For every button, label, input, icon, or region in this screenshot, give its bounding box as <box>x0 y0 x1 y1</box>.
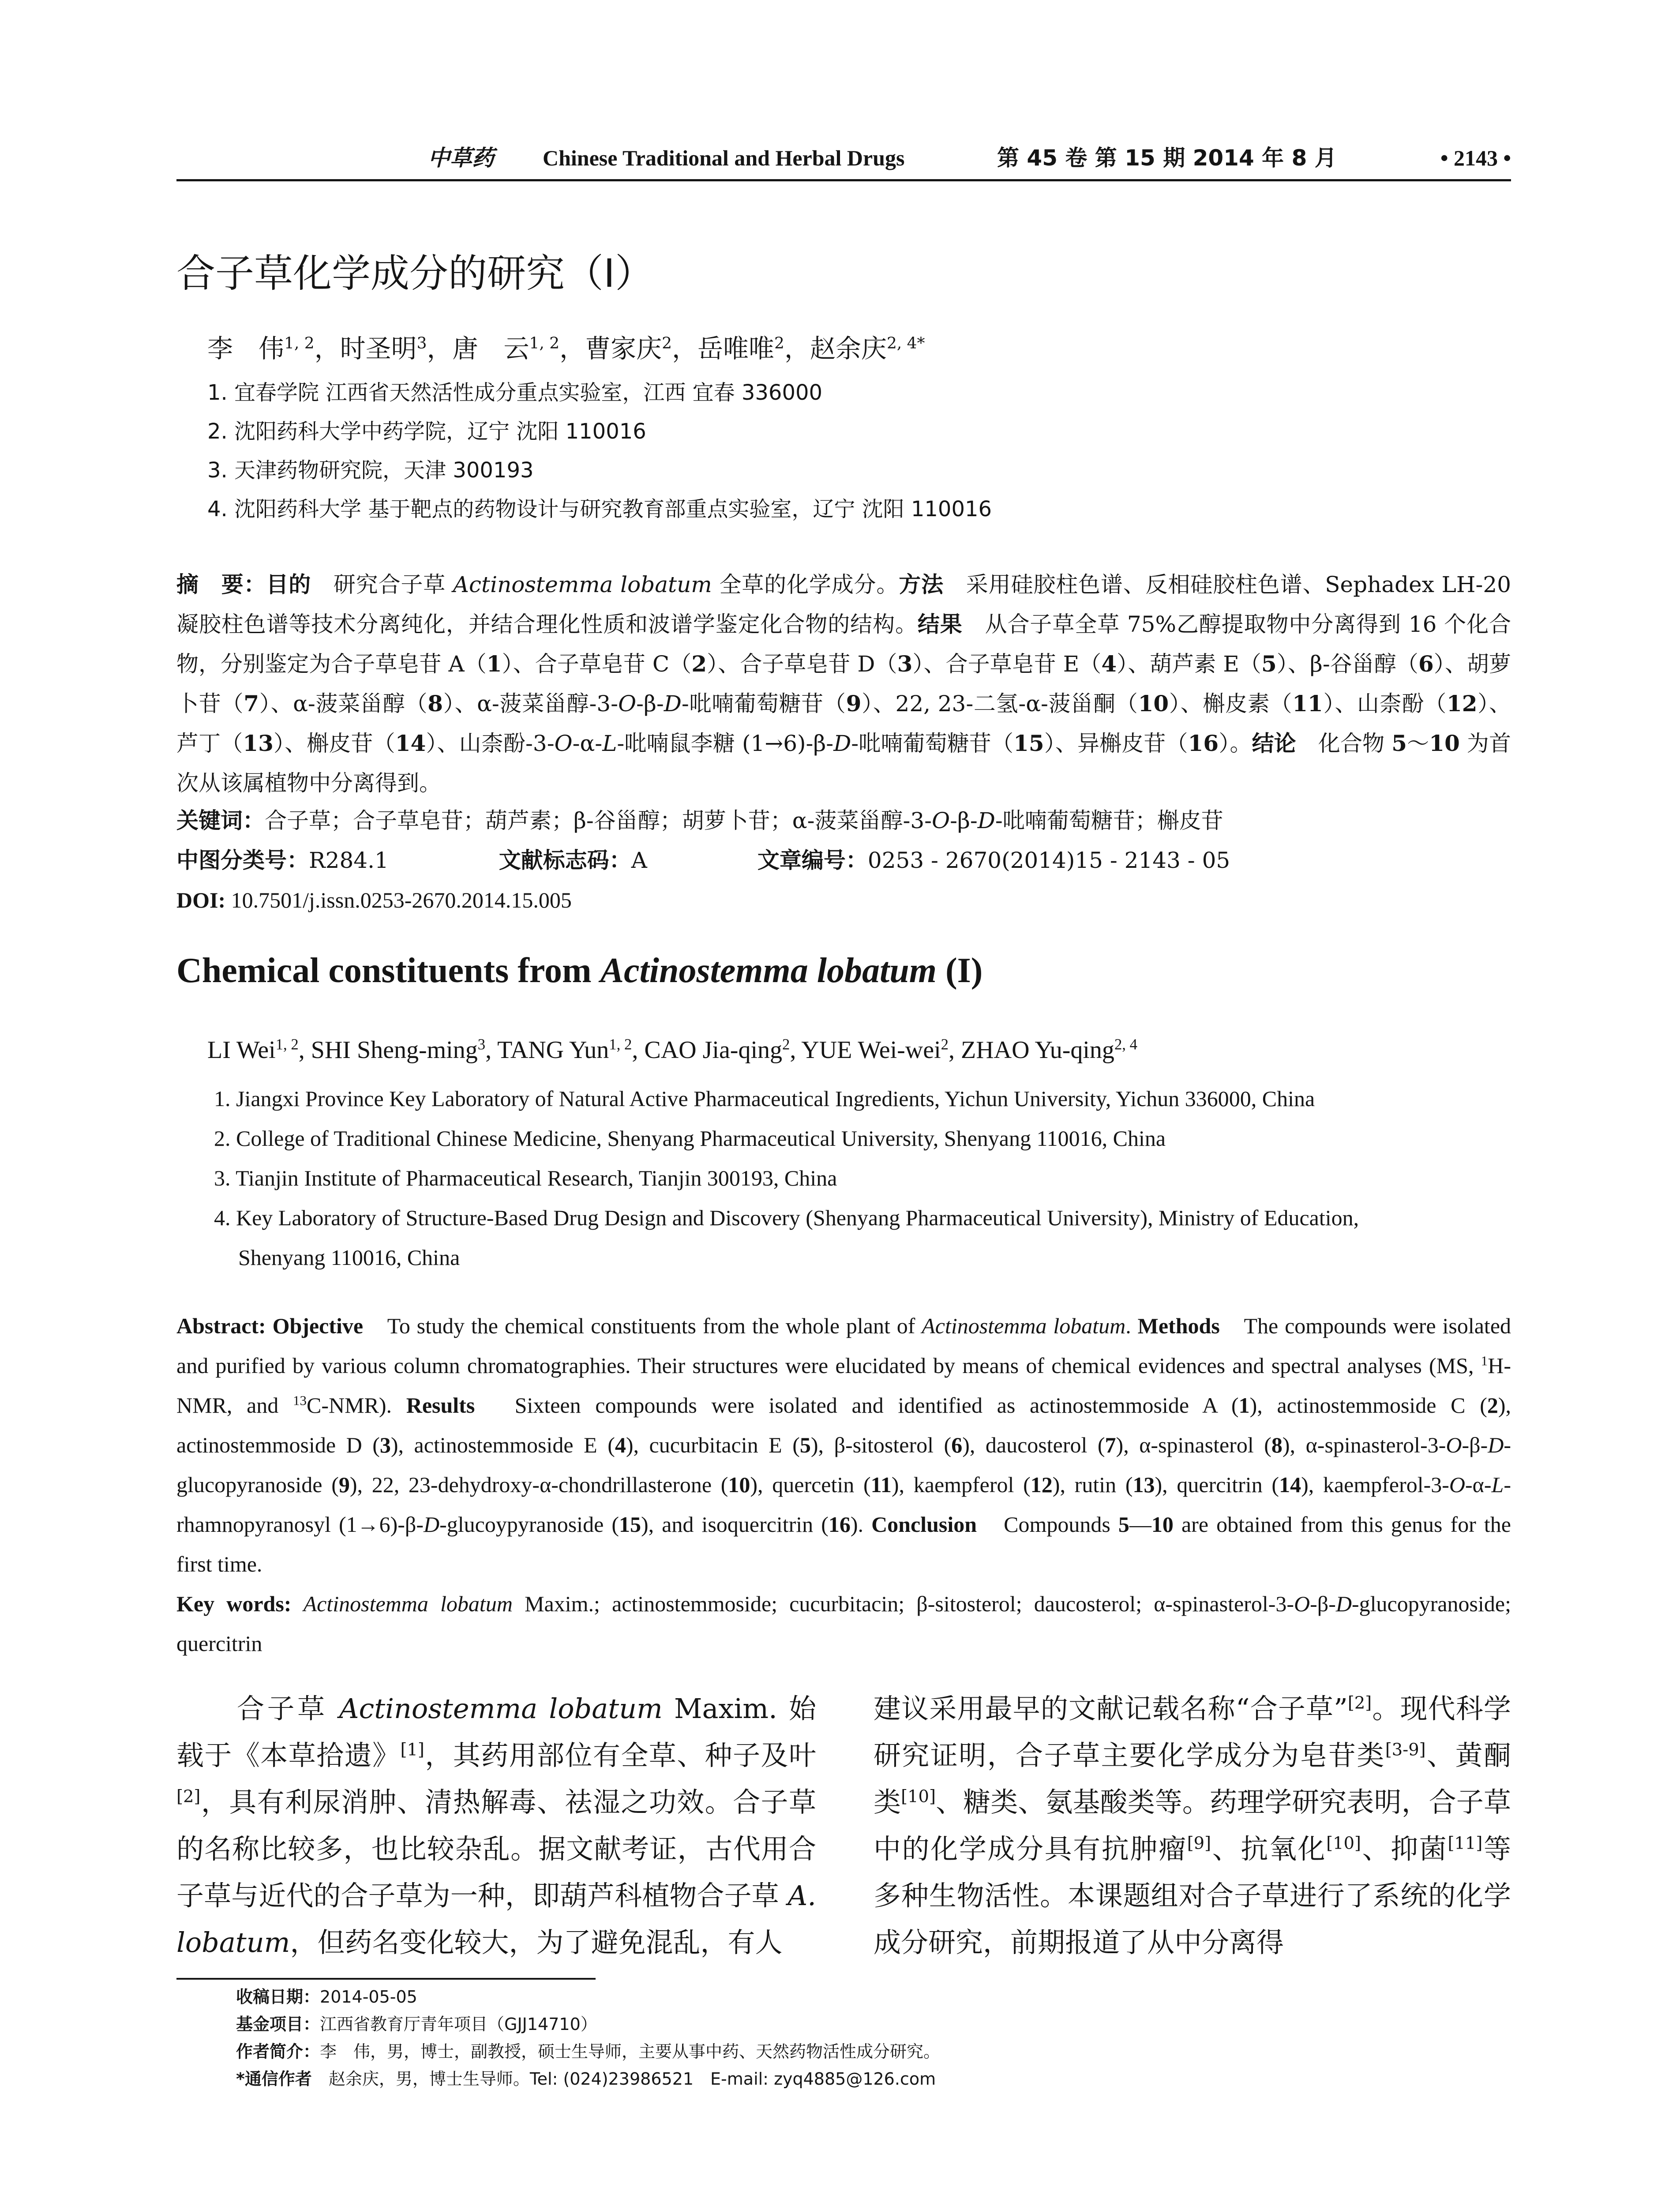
paper-title-en: Chemical constituents from Actinostemma lobatum (I) <box>176 951 983 990</box>
paper-title-cn: 合子草化学成分的研究（I） <box>176 251 654 296</box>
issue-info: 第 45 卷 第 15 期 2014 年 8 月 <box>997 145 1337 171</box>
footnote-rule <box>176 1978 596 1980</box>
footnote-funding: 基金项目：江西省教育厅青年项目（GJJ14710） <box>236 2015 597 2034</box>
journal-name-en: Chinese Traditional and Herbal Drugs <box>543 146 905 170</box>
running-header <box>176 140 1511 176</box>
keywords-cn: 关键词：合子草；合子草皂苷；葫芦素；β-谷甾醇；胡萝卜苷；α-菠菜甾醇-3-O-β-D-吡喃葡萄糖苷；槲皮苷 <box>176 808 1223 833</box>
header-rule <box>176 179 1511 181</box>
author-list-en: LI Wei$^{1, 2}$, SHI Sheng-ming$^3$, TANG Yun$^{1, 2}$, CAO Jia-qing$^2$, YUE Wei-wei$^2$, ZHAO Yu-qing$^{2, 4}$ <box>207 1035 1138 1064</box>
affiliation-en-4: 4. Key Laboratory of Structure-Based Drug Design and Discovery (Shenyang Pharmaceutical University), Ministry of Education, <box>214 1205 1359 1230</box>
author-list-cn: 李 伟$^{1, 2}$，时圣明$^3$，唐 云$^{1, 2}$，曹家庆$^2$，岳唯唯$^2$，赵余庆$^{2, 4*}$ <box>207 334 925 364</box>
page-number: • 2143 • <box>1440 146 1511 170</box>
affiliation-en-4-cont: Shenyang 110016, China <box>238 1245 460 1270</box>
affiliation-en-2: 2. College of Traditional Chinese Medicine, Shenyang Pharmaceutical University, Shenyang 110016, China <box>214 1126 1166 1151</box>
footnote-author-bio: 作者简介：李 伟，男，博士，副教授，硕士生导师，主要从事中药、天然药物活性成分研究。 <box>236 2042 941 2061</box>
journal-name-cn: 中草药 <box>428 145 494 171</box>
affiliation-cn-3: 3. 天津药物研究院，天津 300193 <box>207 458 534 483</box>
affiliation-cn-4: 4. 沈阳药科大学 基于靶点的药物设计与研究教育部重点实验室，辽宁 沈阳 110016 <box>207 497 992 521</box>
affiliation-en-1: 1. Jiangxi Province Key Laboratory of Natural Active Pharmaceutical Ingredients, Yichun University, Yichun 336000, China <box>214 1086 1315 1111</box>
footnote-received: 收稿日期：2014-05-05 <box>236 1987 417 2007</box>
affiliation-cn-1: 1. 宜春学院 江西省天然活性成分重点实验室，江西 宜春 336000 <box>207 380 823 405</box>
doi-line: DOI: 10.7501/j.issn.0253-2670.2014.15.005 <box>176 888 572 912</box>
footnote-corresponding: *通信作者 赵余庆，男，博士生导师。Tel: (024)23986521 E-mail: zyq4885@126.com <box>236 2069 936 2089</box>
affiliation-cn-2: 2. 沈阳药科大学中药学院，辽宁 沈阳 110016 <box>207 419 646 444</box>
body-column-right: 建议采用最早的文献记载名称“合子草”[2]。现代科学研究证明，合子草主要化学成分为皂苷类[3-9]、黄酮类[10]、糖类、氨基酸类等。药理学研究表明，合子草中的化学成分具有抗肿瘤[9]、抗氧化[10]、抑菌[11]等多种生物活性。本课题组对合子草进行了系统的化学成分研究，前期报道了从中分离得 <box>874 1692 1511 1958</box>
abstract-en: Abstract: Objective To study the chemical constituents from the whole plant of Actinostemma lobatum. Methods The compounds were isolated and purified by various column chromatographies. Their structures were elucidated by means of chemical evidences and spectral analyses (MS, $^1$H-NMR, and $^{13}$C-NMR). Results Sixteen compounds were isolated and identified as actinostemmoside A (1), actinostemmoside C (2), actinostemmoside D (3), actinostemmoside E (4), cucurbitacin E (5), β-sitosterol (6), daucosterol (7), α-spinasterol (8), α-spinasterol-3-O-β-D-glucopyranoside (9), 22, 23-dehydroxy-α-chondrillasterone (10), quercetin (11), kaempferol (12), rutin (13), quercitrin (14), kaempferol-3-O-α-L-rhamnopyranosyl (1→6)-β-D-glucoypyranoside (15), and isoquercitrin (16). Conclusion Compounds 5—10 are obtained from this genus for the first time. Key words: Actinostemma lobatum Maxim.; actinostemmoside; cucurbitacin; β-sitosterol; daucosterol; α-spinasterol-3-O-β-D-glucopyranoside; quercitrin <box>176 1313 1511 1656</box>
classification-line: 中图分类号：R284.1 文献标志码：A 文章编号：0253 - 2670(2014)15 - 2143 - 05 <box>176 848 1230 873</box>
affiliation-en-3: 3. Tianjin Institute of Pharmaceutical Research, Tianjin 300193, China <box>214 1166 837 1190</box>
body-column-left: 合子草 Actinostemma lobatum Maxim. 始载于《本草拾遗》[1]，其药用部位有全草、种子及叶[2]，具有利尿消肿、清热解毒、祛湿之功效。合子草的名称比较多，也比较杂乱。据文献考证，古代用合子草与近代的合子草为一种，即葫芦科植物合子草 A. lobatum，但药名变化较大，为了避免混乱，有人 <box>176 1692 816 1958</box>
abstract-cn: 摘 要：目的 研究合子草 Actinostemma lobatum 全草的化学成分。方法 采用硅胶柱色谱、反相硅胶柱色谱、Sephadex LH-20 凝胶柱色谱等技术分离纯化，并结合理化性质和波谱学鉴定化合物的结构。结果 从合子草全草 75%乙醇提取物中分离得到 16 个化合物，分别鉴定为合子草皂苷 A（1）、合子草皂苷 C（2）、合子草皂苷 D（3）、合子草皂苷 E（4）、葫芦素 E（5）、β-谷甾醇（6）、胡萝卜苷（7）、α-菠菜甾醇（8）、α-菠菜甾醇-3-O-β-D-吡喃葡萄糖苷（9）、22, 23-二氢-α-菠甾酮（10）、槲皮素（11）、山柰酚（12）、芦丁（13）、槲皮苷（14）、山柰酚-3-O-α-L-吡喃鼠李糖 (1→6)-β-D-吡喃葡萄糖苷（15）、异槲皮苷（16）。结论 化合物 5～10 为首次从该属植物中分离得到。 <box>176 572 1511 796</box>
